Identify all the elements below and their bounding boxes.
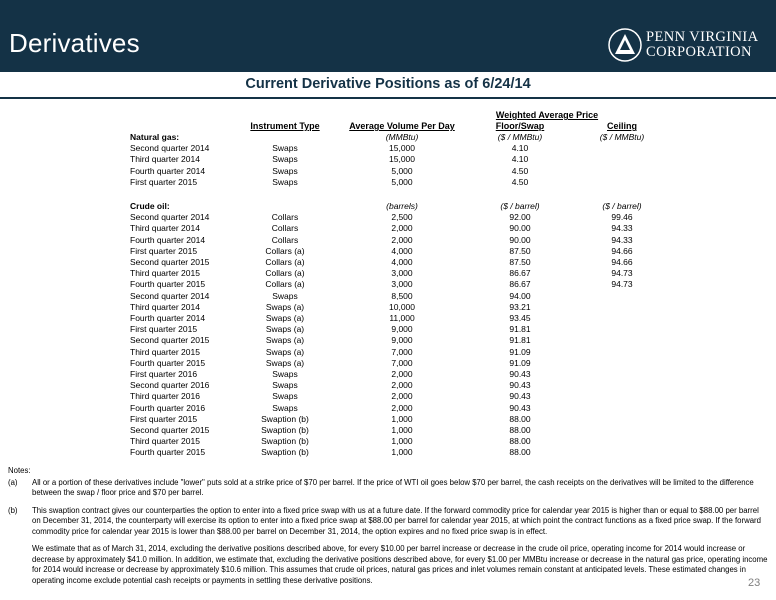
row-floor-swap: 93.21: [509, 301, 531, 312]
row-floor-swap: 87.50: [509, 257, 531, 267]
row-instrument-type: Collars (a): [265, 257, 305, 267]
row-period: Second quarter 2015: [130, 335, 210, 346]
row-volume: 7,000: [391, 346, 413, 357]
notes-heading: Notes:: [8, 466, 31, 475]
row-floor-swap: 94.00: [509, 290, 531, 301]
note-b: [8, 506, 768, 538]
row-instrument-type: Swaps (a): [265, 324, 305, 335]
page-number: 23: [748, 577, 761, 589]
row-period: First quarter 2015: [130, 324, 198, 335]
logo-text-line2: CORPORATION: [646, 44, 752, 60]
row-period: First quarter 2015: [130, 245, 198, 256]
row-floor-swap: 90.43: [509, 391, 531, 402]
floor-unit: ($ / barrel): [500, 201, 540, 211]
row-period: Fourth quarter 2015: [130, 279, 206, 290]
row-volume: 1,000: [391, 425, 413, 435]
row-floor-swap: 87.50: [509, 245, 531, 256]
row-instrument-type: Collars: [271, 223, 299, 234]
row-instrument-type: Swaption (b): [261, 436, 309, 447]
logo-text-line1: PENN VIRGINIA: [646, 29, 759, 45]
note-b-key: (b): [8, 505, 18, 515]
row-volume: 7,000: [391, 357, 413, 368]
row-volume: 3,000: [391, 279, 413, 290]
notes-section: [8, 466, 768, 586]
note-a-text: All or a portion of these derivatives include "lower" puts sold at a strike price of $70 per barrel. If the price of WTI oil goes below $70 per barrel, the cash receipts on the derivatives will be limited to the difference between the swap / floor price and $70 per barrel.: [32, 477, 754, 497]
row-volume: 2,000: [391, 369, 413, 379]
row-volume: 2,000: [391, 391, 413, 402]
row-instrument-type: Swaps: [272, 402, 298, 413]
row-floor-swap: 90.00: [509, 223, 531, 234]
row-ceiling: 94.73: [611, 268, 633, 279]
row-floor-swap: 91.81: [509, 335, 531, 346]
section-label: Crude oil:: [130, 201, 170, 211]
row-instrument-type: Swaps (a): [265, 346, 305, 357]
row-period: Third quarter 2015: [130, 268, 200, 279]
row-period: Second quarter 2015: [130, 425, 210, 435]
row-floor-swap: 93.45: [509, 313, 531, 323]
row-instrument-type: Swaps: [272, 290, 298, 301]
row-instrument-type: Swaps (a): [265, 313, 305, 323]
row-volume: 2,000: [391, 223, 413, 234]
row-period: Fourth quarter 2014: [130, 234, 206, 245]
row-floor-swap: 86.67: [509, 279, 531, 290]
row-period: Third quarter 2016: [130, 391, 200, 402]
row-volume: 2,500: [391, 212, 413, 223]
row-instrument-type: Swaption (b): [261, 447, 309, 458]
row-instrument-type: Swaption (b): [261, 425, 309, 435]
row-floor-swap: 88.00: [509, 425, 531, 435]
row-floor-swap: 4.50: [511, 176, 529, 187]
estimate-paragraph: We estimate that as of March 31, 2014, excluding the derivative positions described above, for every $10.00 per barrel increase or decrease in the crude oil price, operating income for 2014 would increase or decrease by approximately $41.0 million. In addition, we estimate that, excluding the derivative positions described above, for every $1.00 per MMBtu increase or decrease in the natural gas price, operating income for 2014 would increase or decrease by approximately $10.6 million. This assumes that crude oil prices, natural gas prices and inlet volumes remain constant at anticipated levels. These estimated changes in operating income exclude potential cash receipts or payments in settling these derivative positions.: [32, 544, 768, 585]
row-volume: 1,000: [391, 447, 413, 458]
row-floor-swap: 4.10: [511, 143, 529, 154]
subtitle: Current Derivative Positions as of 6/24/14: [245, 76, 531, 92]
row-period: First quarter 2016: [130, 369, 198, 379]
row-volume: 4,000: [391, 245, 413, 256]
row-period: Second quarter 2015: [130, 257, 210, 267]
volume-unit: (barrels): [386, 201, 418, 211]
ceiling-unit: ($ / MMBtu): [599, 132, 645, 142]
floor-swap-header: Floor/Swap: [495, 121, 545, 131]
note-b-text: This swaption contract gives our counterparties the option to enter into a fixed price swap with us at a future date. If the forward commodity price for calendar year 2015 is higher than or equal to $88.00 per barrel on December 31, 2014, the counterparty will exercise its option to enter into a fixed price swap at $88.00 per barrel for calendar year 2015, at which point the contract functions as a fixed price swap. If the forward commodity price for calendar year 2015 is lower than $88.00 per barrel on December 31, 2014, the option expires and no fixed price swap is in effect.: [32, 505, 761, 536]
row-period: Third quarter 2014: [130, 154, 200, 165]
row-instrument-type: Collars (a): [265, 268, 305, 279]
row-ceiling: 94.33: [611, 223, 633, 234]
row-floor-swap: 91.81: [509, 324, 531, 335]
row-floor-swap: 91.09: [509, 357, 531, 368]
note-a: [8, 478, 768, 499]
row-volume: 2,000: [391, 380, 413, 391]
row-period: First quarter 2015: [130, 176, 198, 187]
row-instrument-type: Swaps: [272, 380, 298, 391]
row-ceiling: 94.33: [611, 234, 633, 245]
note-a-key: (a): [8, 477, 18, 487]
row-floor-swap: 4.10: [511, 154, 529, 165]
ceiling-unit: ($ / barrel): [602, 201, 642, 211]
volume-unit: (MMBtu): [385, 132, 419, 142]
row-period: Second quarter 2014: [130, 290, 210, 301]
row-floor-swap: 90.43: [509, 369, 531, 379]
row-volume: 11,000: [389, 313, 415, 323]
row-volume: 10,000: [389, 301, 415, 312]
company-logo: [608, 27, 758, 63]
row-period: Third quarter 2014: [130, 301, 200, 312]
row-ceiling: 99.46: [611, 212, 633, 223]
row-period: Fourth quarter 2014: [130, 165, 206, 176]
row-volume: 5,000: [391, 176, 413, 187]
row-floor-swap: 88.00: [509, 436, 531, 447]
row-volume: 2,000: [391, 402, 413, 413]
row-volume: 15,000: [389, 143, 415, 154]
row-floor-swap: 90.43: [509, 380, 531, 391]
row-instrument-type: Swaps: [272, 176, 298, 187]
row-floor-swap: 88.00: [509, 413, 531, 424]
row-floor-swap: 86.67: [509, 268, 531, 279]
row-period: Fourth quarter 2016: [130, 402, 206, 413]
row-instrument-type: Swaps (a): [265, 301, 305, 312]
row-floor-swap: 88.00: [509, 447, 531, 458]
row-volume: 2,000: [391, 234, 413, 245]
row-floor-swap: 92.00: [509, 212, 531, 223]
row-instrument-type: Collars: [271, 234, 299, 245]
average-volume-header: Average Volume Per Day: [349, 121, 455, 131]
row-volume: 9,000: [391, 335, 413, 346]
row-period: Fourth quarter 2015: [130, 447, 206, 458]
row-volume: 1,000: [391, 436, 413, 447]
row-period: Fourth quarter 2014: [130, 313, 206, 323]
row-period: Fourth quarter 2015: [130, 357, 206, 368]
row-instrument-type: Swaps: [272, 165, 298, 176]
row-period: Third quarter 2014: [130, 223, 200, 234]
page-title: Derivatives: [9, 28, 140, 58]
row-instrument-type: Swaps: [272, 154, 298, 165]
row-instrument-type: Collars: [271, 212, 299, 223]
triangle-mountain-logo-icon: [608, 28, 642, 62]
row-period: Third quarter 2015: [130, 436, 200, 447]
row-period: Third quarter 2015: [130, 346, 200, 357]
row-floor-swap: 91.09: [509, 346, 531, 357]
row-floor-swap: 4.50: [511, 165, 529, 176]
row-period: Second quarter 2014: [130, 143, 210, 154]
row-ceiling: 94.66: [611, 257, 633, 267]
row-volume: 15,000: [389, 154, 415, 165]
weighted-average-price-header: Weighted Average Price: [495, 110, 599, 120]
row-volume: 3,000: [391, 268, 413, 279]
row-instrument-type: Swaps: [272, 143, 298, 154]
row-ceiling: 94.73: [611, 279, 633, 290]
row-period: Second quarter 2014: [130, 212, 210, 223]
section-label: Natural gas:: [130, 132, 180, 142]
row-volume: 4,000: [391, 257, 413, 267]
row-volume: 1,000: [391, 413, 413, 424]
instrument-type-header: Instrument Type: [250, 121, 320, 131]
row-instrument-type: Collars (a): [265, 279, 305, 290]
row-volume: 8,500: [391, 290, 413, 301]
row-instrument-type: Collars (a): [265, 245, 305, 256]
row-volume: 9,000: [391, 324, 413, 335]
row-period: Second quarter 2016: [130, 380, 210, 391]
row-instrument-type: Swaps: [272, 369, 298, 379]
row-volume: 5,000: [391, 165, 413, 176]
row-period: First quarter 2015: [130, 413, 198, 424]
row-instrument-type: Swaption (b): [261, 413, 309, 424]
header-bar: [0, 0, 776, 72]
row-instrument-type: Swaps: [272, 391, 298, 402]
row-floor-swap: 90.43: [509, 402, 531, 413]
row-instrument-type: Swaps (a): [265, 335, 305, 346]
ceiling-header: Ceiling: [606, 121, 637, 131]
row-floor-swap: 90.00: [509, 234, 531, 245]
row-ceiling: 94.66: [611, 245, 633, 256]
logo-text: [646, 30, 758, 60]
row-instrument-type: Swaps (a): [265, 357, 305, 368]
floor-unit: ($ / MMBtu): [497, 132, 543, 142]
